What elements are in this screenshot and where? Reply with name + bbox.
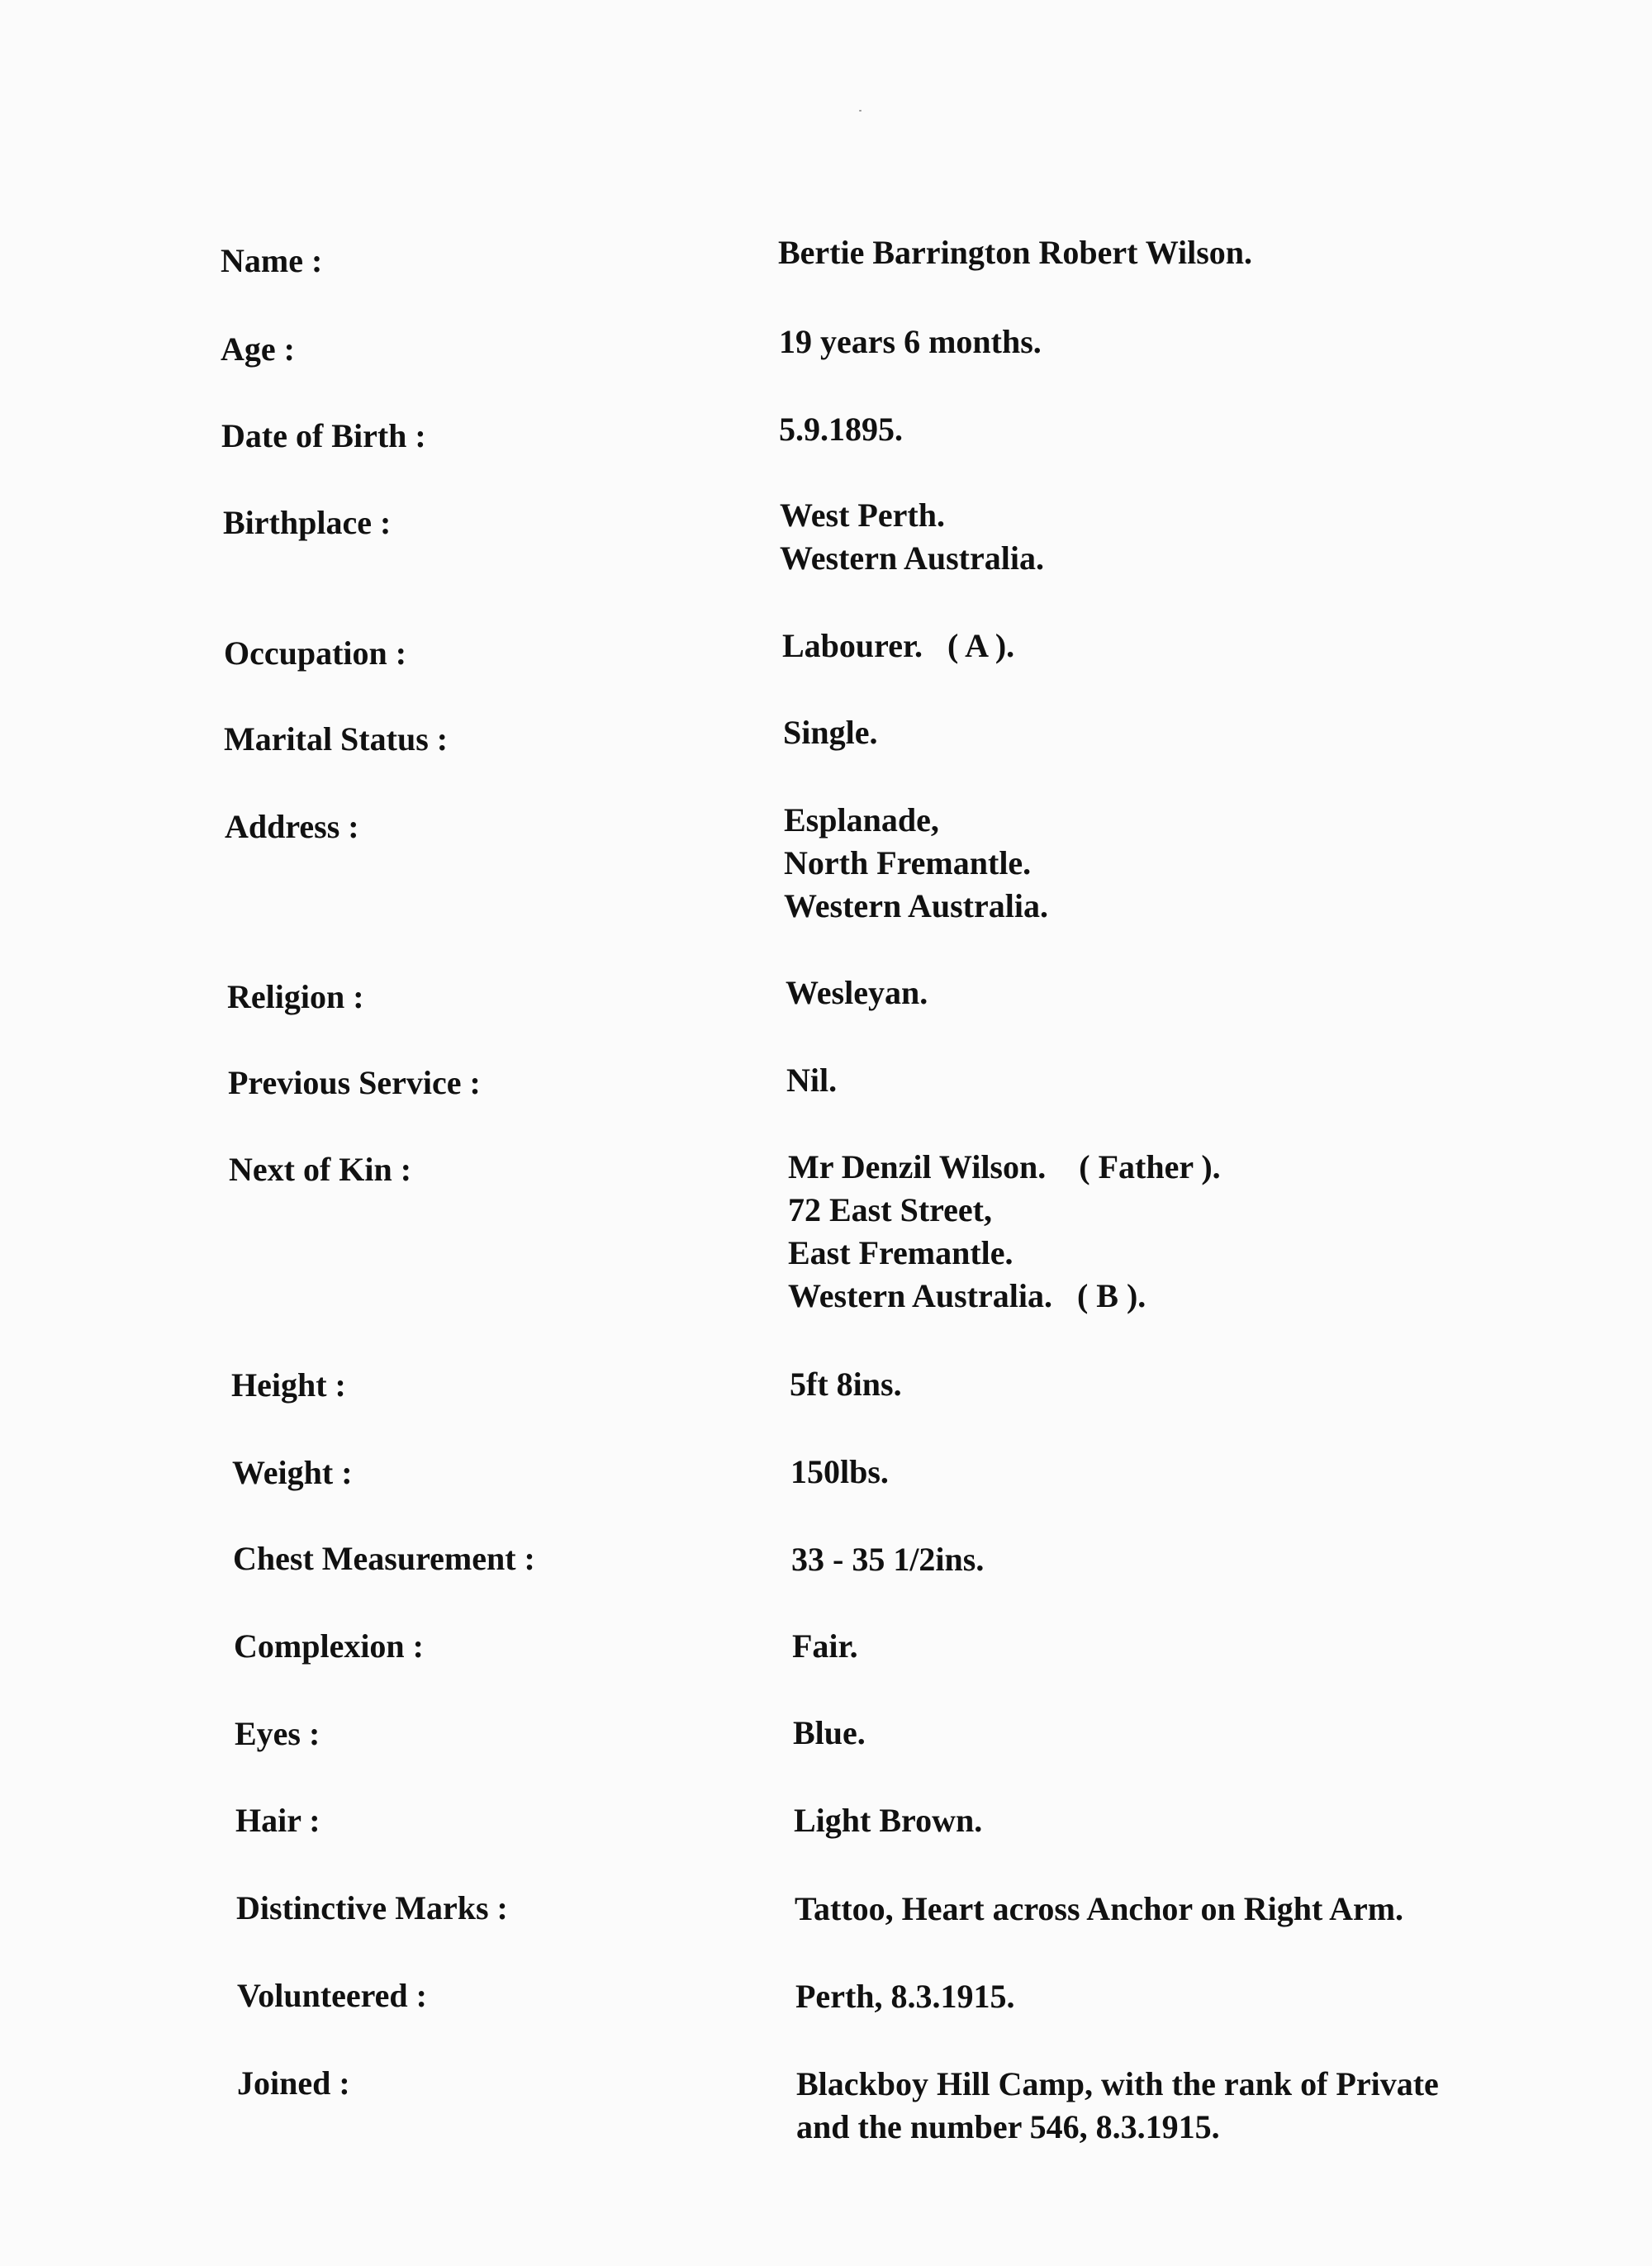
field-value-line: 5ft 8ins. (790, 1366, 902, 1403)
field-value-line: Nil. (786, 1062, 838, 1099)
field-label: Address : (225, 808, 359, 845)
field-value (779, 321, 1042, 363)
field-value-line: Mr Denzil Wilson. ( Father ). (788, 1148, 1221, 1185)
field-value-line: North Fremantle. (784, 844, 1032, 881)
field-label: Hair : (235, 1802, 320, 1839)
field-label: Chest Measurement : (233, 1540, 535, 1577)
field-value-line: Tattoo, Heart across Anchor on Right Arm. (795, 1890, 1404, 1927)
field-value (783, 711, 877, 754)
field-value (791, 1538, 984, 1581)
field-value-line: Esplanade, (784, 801, 939, 838)
field-label: Marital Status : (224, 720, 449, 758)
field-label: Weight : (232, 1454, 353, 1491)
field-value-line: 19 years 6 months. (779, 323, 1042, 360)
field-value (779, 408, 903, 451)
field-label: Next of Kin : (229, 1151, 412, 1188)
field-label: Religion : (227, 978, 364, 1015)
field-value-line: Perth, 8.3.1915. (795, 1978, 1015, 2015)
field-value (778, 231, 1252, 274)
field-value-line: Single. (783, 714, 878, 751)
field-label: Volunteered : (237, 1977, 427, 2014)
field-value-line: Blackboy Hill Camp, with the rank of Private (796, 2065, 1439, 2102)
field-label: Birthplace : (223, 504, 392, 541)
field-value (784, 799, 1048, 928)
field-label: Joined : (237, 2064, 350, 2102)
field-label: Complexion : (234, 1627, 424, 1665)
field-label: Occupation : (224, 634, 407, 672)
field-label: Name : (221, 242, 323, 279)
field-value (786, 971, 928, 1014)
field-label: Age : (221, 330, 295, 368)
field-label: Previous Service : (228, 1064, 481, 1101)
field-value-line: Fair. (792, 1627, 858, 1665)
field-value (795, 1888, 1403, 1931)
field-value-line: Blue. (793, 1714, 866, 1751)
field-label: Date of Birth : (221, 417, 426, 454)
field-value-line: Wesleyan. (786, 974, 928, 1011)
field-value-line: 150lbs. (790, 1453, 889, 1490)
field-value (786, 1059, 837, 1102)
field-value (788, 1146, 1221, 1318)
field-value-line: Labourer. ( A ). (782, 627, 1015, 664)
field-value-line: 72 East Street, (788, 1191, 992, 1228)
field-label: Distinctive Marks : (236, 1889, 508, 1926)
field-value (790, 1363, 902, 1406)
paper-speck (859, 110, 862, 112)
field-value-line: East Fremantle. (788, 1234, 1014, 1271)
field-value (792, 1625, 858, 1668)
field-label: Height : (231, 1366, 346, 1404)
field-value (790, 1451, 889, 1494)
field-value-line: and the number 546, 8.3.1915. (796, 2108, 1220, 2145)
field-value (793, 1712, 866, 1755)
field-label: Eyes : (235, 1715, 320, 1752)
field-value (780, 494, 1044, 580)
field-value-line: Western Australia. (784, 887, 1048, 924)
field-value-line: 5.9.1895. (779, 411, 903, 448)
field-value-line: Light Brown. (794, 1802, 983, 1839)
field-value (794, 1799, 982, 1842)
field-value (796, 2063, 1439, 2149)
field-value-line: Western Australia. ( B ). (788, 1277, 1146, 1314)
field-value-line: Bertie Barrington Robert Wilson. (778, 234, 1253, 271)
field-value-line: Western Australia. (780, 539, 1044, 577)
field-value-line: West Perth. (780, 496, 945, 534)
field-value-line: 33 - 35 1/2ins. (791, 1541, 985, 1578)
field-value (782, 625, 1014, 667)
field-value (795, 1975, 1015, 2018)
